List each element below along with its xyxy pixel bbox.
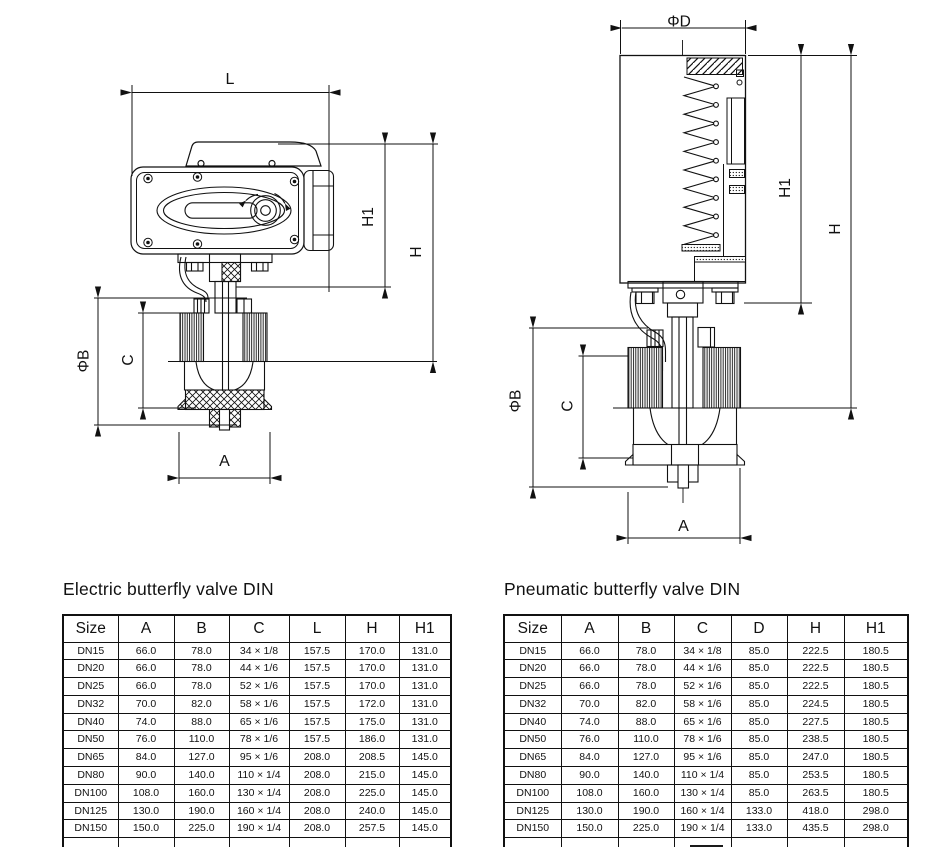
table-cell: DN25: [504, 678, 561, 696]
table-cell: 140.0: [174, 767, 229, 785]
table-cell: [229, 838, 289, 847]
bottom-flange: [178, 390, 272, 430]
header-row: [63, 615, 451, 642]
column-header: A: [118, 615, 174, 642]
table-cell: 78 × 1/6: [229, 731, 289, 749]
table-cell: DN32: [63, 695, 118, 713]
table-cell: 58 × 1/6: [674, 695, 731, 713]
table-cell: 74.0: [118, 713, 174, 731]
table-cell: 131.0: [399, 713, 451, 731]
table-cell: 215.0: [345, 767, 399, 785]
piston-chamber: [682, 98, 746, 282]
table-cell: 66.0: [118, 678, 174, 696]
table-cell: 131.0: [399, 731, 451, 749]
table-cell: 131.0: [399, 660, 451, 678]
table-cell: 180.5: [844, 678, 908, 696]
table-cell: 227.5: [787, 713, 844, 731]
table-cell: 85.0: [731, 784, 787, 802]
table-cell: 52 × 1/6: [229, 678, 289, 696]
dim-label-l: L: [225, 71, 235, 88]
table-cell: 225.0: [174, 820, 229, 838]
table-cell: 253.5: [787, 767, 844, 785]
table-row: [504, 678, 908, 696]
column-header: Size: [63, 615, 118, 642]
table-cell: 95 × 1/6: [674, 749, 731, 767]
table-cell: 157.5: [289, 678, 345, 696]
table-cell: 133.0: [731, 802, 787, 820]
table-cell: DN15: [63, 642, 118, 660]
column-header: C: [229, 615, 289, 642]
table-cell: 74.0: [561, 713, 618, 731]
table-cell: [118, 838, 174, 847]
table-row: [504, 695, 908, 713]
table-cell: 145.0: [399, 749, 451, 767]
table-cell: 88.0: [618, 713, 674, 731]
dim-label-a: A: [678, 518, 689, 535]
table-cell: 225.0: [618, 820, 674, 838]
table-cell: 170.0: [345, 642, 399, 660]
table-cell: 145.0: [399, 784, 451, 802]
valve-threads: [180, 313, 267, 362]
table-cell: 78.0: [618, 660, 674, 678]
dim-label-phi-b: ΦB: [75, 349, 93, 373]
electric-table-section: [62, 579, 452, 847]
table-cell: 85.0: [731, 749, 787, 767]
table-cell: 140.0: [618, 767, 674, 785]
table-cell: 131.0: [399, 678, 451, 696]
dim-label-h: H: [408, 246, 425, 258]
table-cell: 66.0: [561, 660, 618, 678]
table-cell: 78 × 1/6: [674, 731, 731, 749]
column-header: Size: [504, 615, 561, 642]
table-cell: 84.0: [561, 749, 618, 767]
table-cell: 78.0: [618, 642, 674, 660]
table-row: [63, 802, 451, 820]
table-cell: 190 × 1/4: [674, 820, 731, 838]
table-cell: 222.5: [787, 678, 844, 696]
table-cell: 208.5: [345, 749, 399, 767]
table-cell: 238.5: [787, 731, 844, 749]
table-cell: 70.0: [561, 695, 618, 713]
table-cell: DN100: [504, 784, 561, 802]
table-cell: 180.5: [844, 660, 908, 678]
table-cell: 76.0: [118, 731, 174, 749]
table-cell: 130 × 1/4: [229, 784, 289, 802]
column-header: D: [731, 615, 787, 642]
conduit-strap: [179, 257, 208, 302]
table-cell: 180.5: [844, 784, 908, 802]
table-cell: 65 × 1/6: [229, 713, 289, 731]
table-cell: DN80: [63, 767, 118, 785]
table-cell: 90.0: [561, 767, 618, 785]
table-cell: 160.0: [618, 784, 674, 802]
table-cell: 170.0: [345, 660, 399, 678]
table-cell: 145.0: [399, 802, 451, 820]
column-header: H1: [844, 615, 908, 642]
table-cell: 110 × 1/4: [674, 767, 731, 785]
table-cell: 180.5: [844, 642, 908, 660]
table-cell: 44 × 1/6: [674, 660, 731, 678]
dim-label-h: H: [827, 223, 844, 235]
table-cell: 157.5: [289, 713, 345, 731]
column-header: A: [561, 615, 618, 642]
table-cell: 127.0: [618, 749, 674, 767]
dim-label-c: C: [559, 400, 577, 412]
table-cell: 110.0: [618, 731, 674, 749]
table-cell: 180.5: [844, 731, 908, 749]
table-cell: 90.0: [118, 767, 174, 785]
table-cell: DN25: [63, 678, 118, 696]
table-cell: 160 × 1/4: [229, 802, 289, 820]
table-cell: 85.0: [731, 642, 787, 660]
table-row: [504, 802, 908, 820]
column-header: B: [174, 615, 229, 642]
table-cell: 85.0: [731, 713, 787, 731]
table-cell: 208.0: [289, 820, 345, 838]
table-row: [63, 784, 451, 802]
table-cell: 88.0: [174, 713, 229, 731]
table-cell: 85.0: [731, 767, 787, 785]
actuator-cap: [186, 142, 321, 167]
table-cell: 190.0: [174, 802, 229, 820]
spring: [684, 77, 718, 244]
table-cell: 172.0: [345, 695, 399, 713]
table-cell: 224.5: [787, 695, 844, 713]
table-cell: [399, 838, 451, 847]
table-cell: 82.0: [174, 695, 229, 713]
butterfly-disc: [634, 408, 737, 450]
table-row: [504, 660, 908, 678]
dim-c: [579, 356, 634, 458]
table-cell: 52 × 1/6: [674, 678, 731, 696]
table-cell: 160 × 1/4: [674, 802, 731, 820]
table-cell: 66.0: [561, 642, 618, 660]
dim-label-phi-b: ΦB: [507, 389, 525, 413]
table-cell: [63, 838, 118, 847]
table-cell: 150.0: [118, 820, 174, 838]
table-cell: [289, 838, 345, 847]
table-cell: DN15: [504, 642, 561, 660]
table-cell: DN65: [63, 749, 118, 767]
table-cell: [787, 838, 844, 847]
table-cell: 66.0: [561, 678, 618, 696]
table-cell: DN40: [504, 713, 561, 731]
table-cell: 110.0: [174, 731, 229, 749]
table-cell: 180.5: [844, 695, 908, 713]
electric-spec-table: [62, 614, 452, 847]
table-cell: [844, 838, 908, 847]
table-cell: [174, 838, 229, 847]
table-cell: 108.0: [118, 784, 174, 802]
table-cell: DN150: [63, 820, 118, 838]
mounting-bracket: [178, 254, 272, 282]
column-header: C: [674, 615, 731, 642]
table-cell: 131.0: [399, 695, 451, 713]
table-cell: 76.0: [561, 731, 618, 749]
table-cell: [618, 838, 674, 847]
column-header: H: [345, 615, 399, 642]
table-row: [504, 784, 908, 802]
table-cell: 66.0: [118, 660, 174, 678]
dim-l: [132, 85, 329, 292]
table-row: [63, 767, 451, 785]
pneumatic-table-section: [503, 579, 909, 847]
table-cell: 208.0: [289, 767, 345, 785]
table-cell: 186.0: [345, 731, 399, 749]
table-cell: 160.0: [174, 784, 229, 802]
table-row: [63, 695, 451, 713]
dim-h1: [744, 56, 857, 304]
table-cell: 263.5: [787, 784, 844, 802]
table-cell: DN150: [504, 820, 561, 838]
table-cell: 34 × 1/8: [229, 642, 289, 660]
table-cell: 84.0: [118, 749, 174, 767]
electric-valve-drawing: [55, 10, 455, 500]
table-row: [63, 731, 451, 749]
table-row: [504, 642, 908, 660]
table-cell: 131.0: [399, 642, 451, 660]
table-cell: 175.0: [345, 713, 399, 731]
pneumatic-spec-table: [503, 614, 909, 847]
dim-label-c: C: [120, 354, 137, 366]
table-cell: 150.0: [561, 820, 618, 838]
table-cell: 85.0: [731, 731, 787, 749]
table-row: [63, 678, 451, 696]
table-cell: 418.0: [787, 802, 844, 820]
table-cell: DN100: [63, 784, 118, 802]
table-row: [63, 838, 451, 847]
table-cell: DN80: [504, 767, 561, 785]
table-row: [63, 749, 451, 767]
column-header: H1: [399, 615, 451, 642]
pneumatic-valve-drawing: [495, 5, 949, 560]
table-cell: 78.0: [618, 678, 674, 696]
table-cell: 298.0: [844, 802, 908, 820]
table-cell: 157.5: [289, 731, 345, 749]
table-cell: 180.5: [844, 749, 908, 767]
table-cell: 435.5: [787, 820, 844, 838]
table-cell: 208.0: [289, 802, 345, 820]
table-cell: DN32: [504, 695, 561, 713]
table-row: [504, 713, 908, 731]
table-cell: 298.0: [844, 820, 908, 838]
table-cell: DN20: [504, 660, 561, 678]
table-cell: 95 × 1/6: [229, 749, 289, 767]
dim-label-a: A: [219, 453, 230, 470]
table-cell: DN40: [63, 713, 118, 731]
table-cell: 85.0: [731, 678, 787, 696]
dim-label-phi-d: ΦD: [667, 13, 691, 31]
table-cell: 85.0: [731, 660, 787, 678]
rotation-knob: [251, 196, 281, 226]
table-cell: 78.0: [174, 678, 229, 696]
table-cell: [561, 838, 618, 847]
table-cell: 82.0: [618, 695, 674, 713]
butterfly-disc: [185, 362, 265, 392]
electric-table-title: Electric butterfly valve DIN: [63, 579, 274, 599]
table-cell: 127.0: [174, 749, 229, 767]
dim-label-h1: H1: [360, 207, 377, 227]
actuator-screws: [144, 173, 299, 248]
table-cell: 133.0: [731, 820, 787, 838]
table-cell: DN125: [504, 802, 561, 820]
header-row: [504, 615, 908, 642]
table-row: [63, 660, 451, 678]
table-cell: 222.5: [787, 660, 844, 678]
table-cell: 78.0: [174, 642, 229, 660]
table-cell: 78.0: [174, 660, 229, 678]
table-cell: 130.0: [118, 802, 174, 820]
table-cell: 130 × 1/4: [674, 784, 731, 802]
actuator-bracket: [628, 282, 738, 318]
table-row: [504, 749, 908, 767]
valve-threads: [628, 348, 741, 409]
table-cell: 190.0: [618, 802, 674, 820]
bottom-flange: [626, 445, 745, 504]
table-cell: 247.0: [787, 749, 844, 767]
indicator-window: [157, 187, 291, 234]
table-cell: 257.5: [345, 820, 399, 838]
pneumatic-table-title: Pneumatic butterfly valve DIN: [504, 579, 741, 599]
table-cell: 108.0: [561, 784, 618, 802]
table-cell: 130.0: [561, 802, 618, 820]
dim-label-h1: H1: [777, 178, 794, 198]
table-cell: 70.0: [118, 695, 174, 713]
table-cell: [345, 838, 399, 847]
table-cell: 157.5: [289, 695, 345, 713]
table-cell: 225.0: [345, 784, 399, 802]
table-cell: [731, 838, 787, 847]
table-cell: 85.0: [731, 695, 787, 713]
table-cell: 208.0: [289, 749, 345, 767]
table-cell: 190 × 1/4: [229, 820, 289, 838]
table-cell: [504, 838, 561, 847]
table-cell: 170.0: [345, 678, 399, 696]
table-cell: DN50: [504, 731, 561, 749]
table-row: [63, 820, 451, 838]
column-header: L: [289, 615, 345, 642]
table-row: [63, 642, 451, 660]
table-cell: 208.0: [289, 784, 345, 802]
table-cell: 66.0: [118, 642, 174, 660]
table-cell: DN125: [63, 802, 118, 820]
table-row: [504, 820, 908, 838]
table-cell: 65 × 1/6: [674, 713, 731, 731]
table-cell: 145.0: [399, 820, 451, 838]
table-cell: 34 × 1/8: [674, 642, 731, 660]
table-cell: 240.0: [345, 802, 399, 820]
table-row: [63, 713, 451, 731]
table-cell: 180.5: [844, 767, 908, 785]
table-cell: DN20: [63, 660, 118, 678]
table-cell: 157.5: [289, 642, 345, 660]
table-cell: 222.5: [787, 642, 844, 660]
table-cell: 58 × 1/6: [229, 695, 289, 713]
column-header: H: [787, 615, 844, 642]
column-header: B: [618, 615, 674, 642]
table-row: [504, 731, 908, 749]
table-cell: DN50: [63, 731, 118, 749]
table-cell: 44 × 1/6: [229, 660, 289, 678]
table-cell: 110 × 1/4: [229, 767, 289, 785]
table-cell: 157.5: [289, 660, 345, 678]
table-cell: 180.5: [844, 713, 908, 731]
table-row: [504, 767, 908, 785]
table-cell: DN65: [504, 749, 561, 767]
table-cell: 145.0: [399, 767, 451, 785]
